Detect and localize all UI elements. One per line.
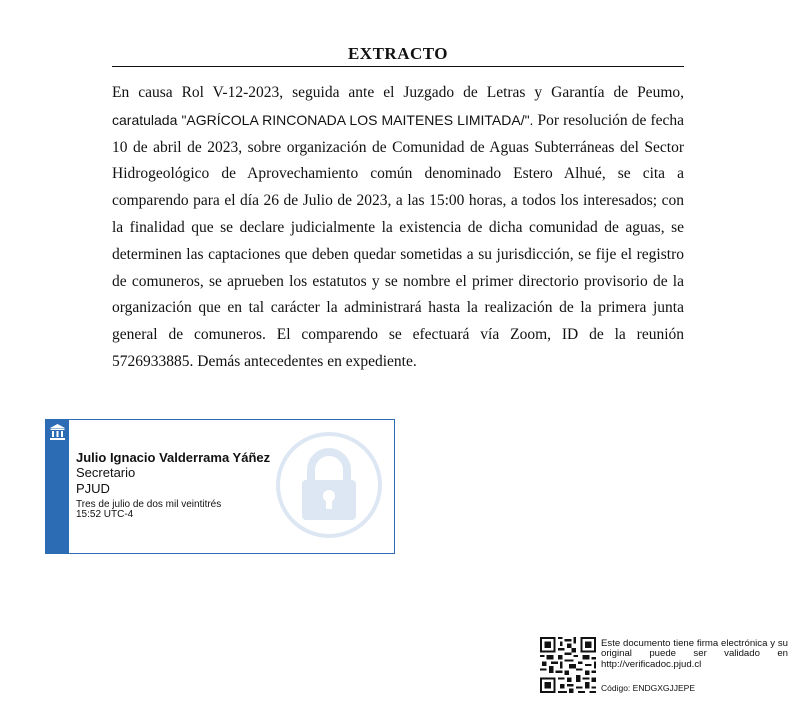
signer-institution: PJUD [76, 481, 110, 496]
body-main: Por resolución de fecha 10 de abril de 2023, sobre organización de Comunidad de Aguas Subterráneas del Sector Hidrogeológico de Aprovechamiento común denominado Estero Alhué, se cita a comparendo para el día 26 de Julio de 2023, a las 15:00 horas, a todos los interesados; con la finalidad que se declare judicialmente la existencia de dicha comunidad de aguas, se determinen las captaciones que deben quedar sometidas a su jurisdicción, se fije el registro de comuneros, se aprueben los estatutos y se nombre el primer directorio provisorio de la organización que en tal carácter la administrará hasta la realización de la primera junta general de comuneros. El comparendo se efectuará vía Zoom, ID de la reunión 5726933885. Demás antecedentes en expediente. [112, 111, 684, 370]
signer-role: Secretario [76, 465, 136, 480]
verification-text: Este documento tiene firma electrónica y su original puede ser validado en http://verificadoc.pjud.cl [601, 638, 788, 670]
verification-block [540, 637, 790, 697]
document-body [112, 80, 684, 376]
verification-code: Código: ENDGXGJJEPE [601, 683, 696, 693]
title-underline [112, 66, 684, 67]
document-title: EXTRACTO [347, 44, 449, 63]
courthouse-icon [49, 423, 66, 441]
signature-date: Tres de julio de dos mil veintitrés [76, 499, 222, 510]
signature-sidebar [46, 420, 69, 553]
signature-box [45, 419, 395, 554]
body-intro: En causa Rol V-12-2023, seguida ante el Juzgado de Letras y Garantía de Peumo, [112, 84, 684, 101]
body-caratulada: caratulada "AGRÍCOLA RINCONADA LOS MAITENES LIMITADA/". [112, 111, 534, 128]
qr-code-icon [540, 637, 596, 693]
lock-watermark-icon [274, 430, 384, 540]
signature-details [76, 450, 270, 520]
signer-name: Julio Ignacio Valderrama Yáñez [76, 450, 271, 465]
signature-time: 15:52 UTC-4 [76, 509, 134, 520]
